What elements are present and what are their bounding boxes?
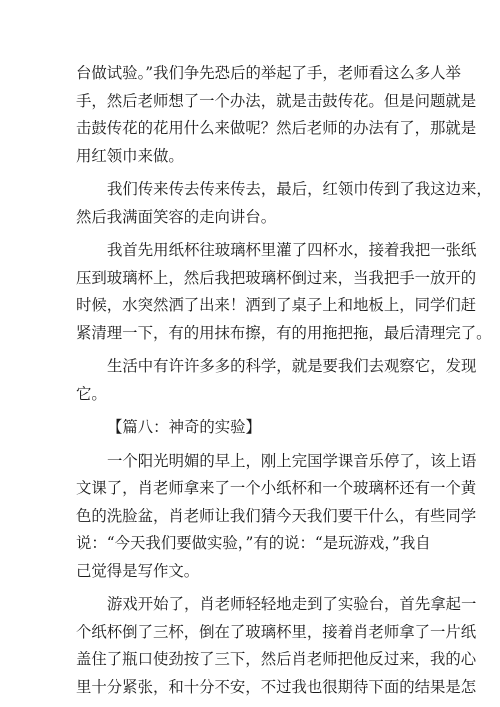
text-line: 个纸杯倒了三杯，倒在了玻璃杯里，接着肖老师拿了一片纸	[76, 622, 477, 641]
text-line: 压到玻璃杯上，然后我把玻璃杯倒过来，当我把手一放开的	[76, 268, 477, 287]
text-line: 一个阳光明媚的早上，刚上完国学课音乐停了，该上语	[107, 451, 477, 470]
paragraph-p6	[76, 448, 477, 586]
text-line: 生活中有许许多多的科学，就是要我们去观察它，发现	[107, 357, 477, 375]
paragraph-p2	[76, 176, 492, 231]
text-line: 我首先用纸杯往玻璃杯里灌了四杯水，接着我把一张纸	[107, 241, 477, 259]
text-line: 【篇八：神奇的实验】	[107, 418, 261, 436]
text-line: 紧清理一下，有的用抹布擦，有的用拖把拖，最后清理完了。	[76, 323, 492, 342]
text-line: 说：“今天我们要做实验，”有的说：“是玩游戏，”我自	[76, 534, 431, 552]
text-line: 时候，水突然洒了出来！洒到了桌子上和地板上，同学们赶	[76, 296, 477, 314]
text-line: 盖住了瓶口使劲按了三下，然后肖老师把他反过来，我的心	[76, 650, 477, 668]
text-line: 击鼓传花的花用什么来做呢？然后老师的办法有了，那就是	[76, 119, 477, 137]
text-line: 用红领巾来做。	[76, 146, 184, 165]
paragraph-p5	[76, 414, 426, 442]
text-line: 手，然后老师想了一个办法，就是击鼓传花。但是问题就是	[76, 91, 477, 110]
text-line: 己觉得是写作文。	[76, 561, 200, 580]
paragraph-p4	[76, 353, 477, 408]
text-line: 色的洗脸盆，肖老师让我们猜今天我们要干什么，有些同学	[76, 506, 477, 525]
text-line: 它。	[76, 384, 107, 403]
text-line: 文课了，肖老师拿来了一个小纸杯和一个玻璃杯还有一个黄	[76, 479, 477, 497]
paragraph-p1	[76, 60, 477, 170]
text-line: 然后我满面笑容的走向讲台。	[76, 207, 277, 226]
text-line: 台做试验。”我们争先恐后的举起了手，老师看这么多人举	[76, 64, 461, 82]
document-body	[76, 60, 492, 701]
paragraph-p7	[76, 591, 477, 701]
text-line: 游戏开始了，肖老师轻轻地走到了实验台，首先拿起一	[107, 595, 477, 613]
paragraph-p3	[76, 237, 492, 347]
text-line: 里十分紧张，和十分不安，不过我也很期待下面的结果是怎	[76, 677, 477, 696]
text-line: 我们传来传去传来传去，最后，红领巾传到了我这边来，	[107, 180, 492, 198]
